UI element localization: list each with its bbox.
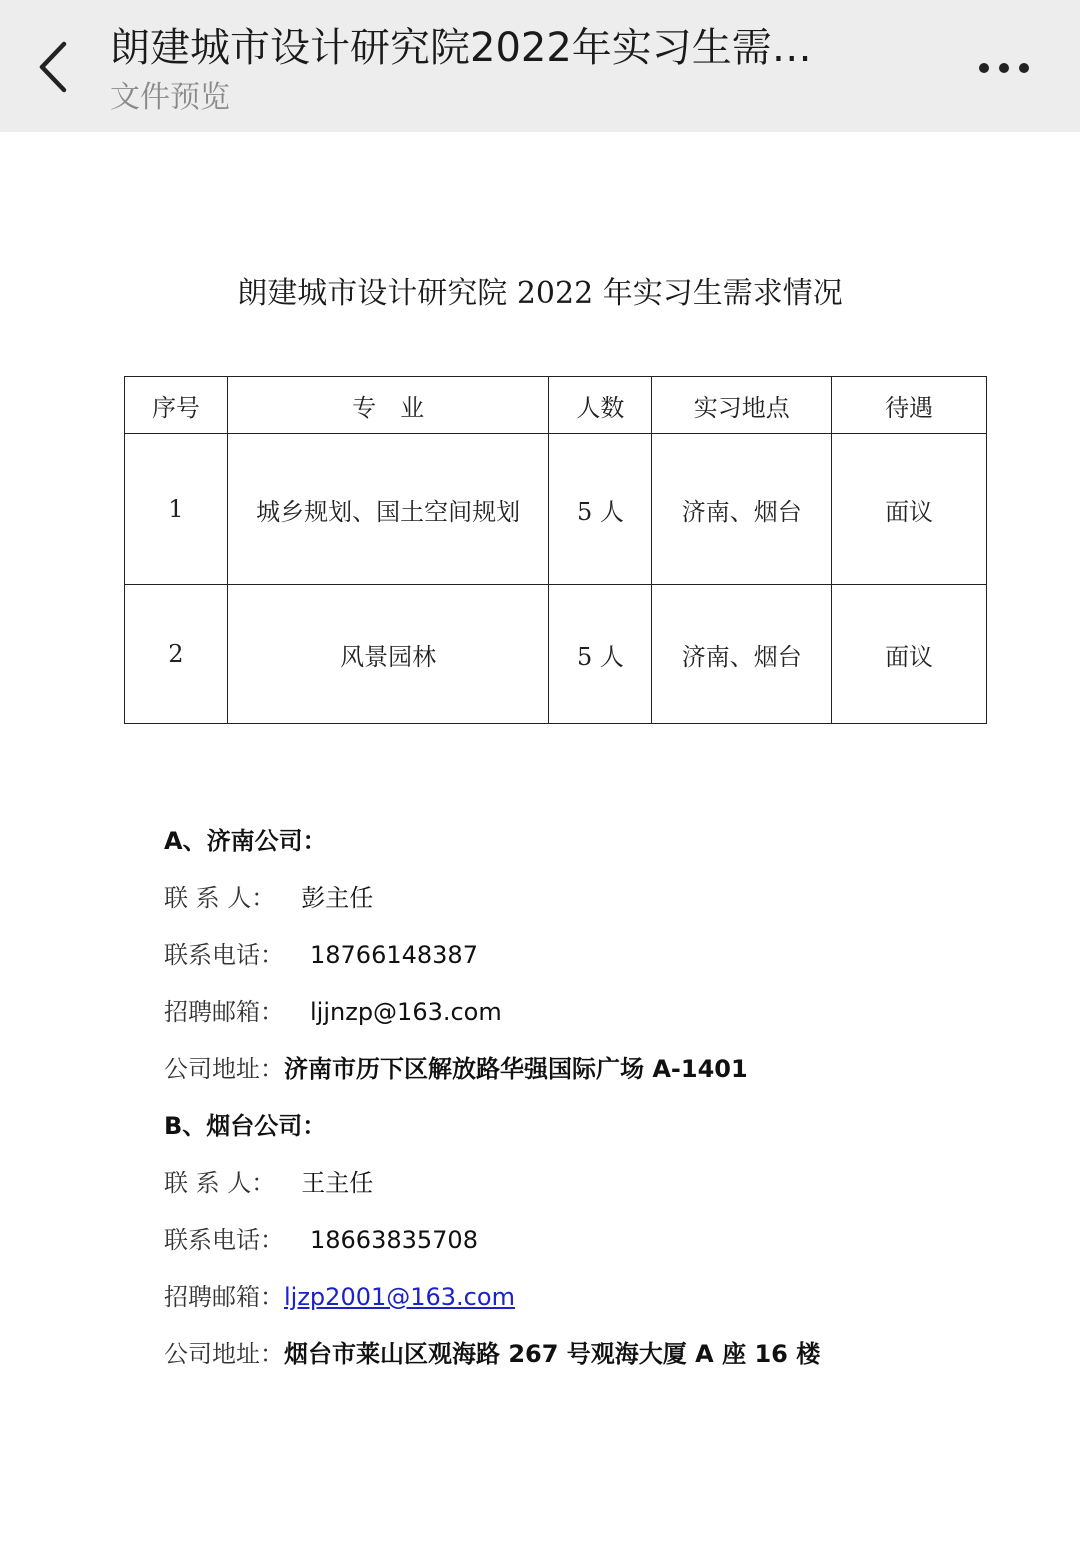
contacts-section <box>164 822 820 1392</box>
jinan-phone-line <box>164 936 820 993</box>
header-cell-count: 人数 <box>549 377 652 434</box>
address-value: 济南市历下区解放路华强国际广场 A-1401 <box>284 1055 748 1083</box>
cell-count: 5 人 <box>549 434 652 585</box>
header-cell-index: 序号 <box>125 377 228 434</box>
address-label: 公司地址： <box>164 1340 284 1368</box>
yantai-contact-line <box>164 1164 820 1221</box>
cell-location: 济南、烟台 <box>652 585 832 724</box>
cell-salary: 面议 <box>832 585 987 724</box>
jinan-address-line <box>164 1050 820 1107</box>
email-address: ljjnzp@163.com <box>310 998 502 1026</box>
file-title: 朗建城市设计研究院2022年实习生需… <box>110 25 812 71</box>
address-value: 烟台市莱山区观海路 267 号观海大厦 A 座 16 楼 <box>284 1340 821 1368</box>
header-cell-major: 专 业 <box>227 377 549 434</box>
file-subtitle: 文件预览 <box>110 80 230 115</box>
jinan-email-line <box>164 993 820 1050</box>
header-cell-location: 实习地点 <box>652 377 832 434</box>
more-horizontal-icon <box>966 48 1046 88</box>
email-label: 招聘邮箱： <box>164 998 284 1026</box>
cell-location: 济南、烟台 <box>652 434 832 585</box>
cell-major: 风景园林 <box>227 585 549 724</box>
address-label: 公司地址： <box>164 1055 284 1083</box>
jinan-heading: A、济南公司： <box>164 827 327 855</box>
phone-number: 18663835708 <box>310 1226 478 1254</box>
contact-name: 彭主任 <box>301 884 374 912</box>
more-button[interactable] <box>966 48 1046 88</box>
chevron-left-icon <box>30 30 80 104</box>
top-bar <box>0 0 1080 132</box>
cell-salary: 面议 <box>832 434 987 585</box>
table-row <box>125 585 987 724</box>
contact-name: 王主任 <box>301 1169 374 1197</box>
cell-index: 2 <box>125 585 228 724</box>
back-button[interactable] <box>30 30 80 104</box>
table-header-row <box>125 377 987 434</box>
phone-number: 18766148387 <box>310 941 478 969</box>
cell-major: 城乡规划、国土空间规划 <box>227 434 549 585</box>
yantai-phone-line <box>164 1221 820 1278</box>
demand-table <box>124 376 987 724</box>
email-link[interactable]: ljzp2001@163.com <box>284 1283 515 1311</box>
yantai-email-line <box>164 1278 820 1335</box>
contact-label: 联 系 人： <box>164 884 276 912</box>
email-label: 招聘邮箱： <box>164 1283 284 1311</box>
table-row <box>125 434 987 585</box>
contact-label: 联 系 人： <box>164 1169 276 1197</box>
header-cell-salary: 待遇 <box>832 377 987 434</box>
cell-count: 5 人 <box>549 585 652 724</box>
phone-label: 联系电话： <box>164 1226 284 1254</box>
document-title: 朗建城市设计研究院 2022 年实习生需求情况 <box>237 276 843 311</box>
phone-label: 联系电话： <box>164 941 284 969</box>
yantai-address-line <box>164 1335 820 1392</box>
jinan-contact-line <box>164 879 820 936</box>
yantai-heading: B、烟台公司： <box>164 1112 327 1140</box>
cell-index: 1 <box>125 434 228 585</box>
